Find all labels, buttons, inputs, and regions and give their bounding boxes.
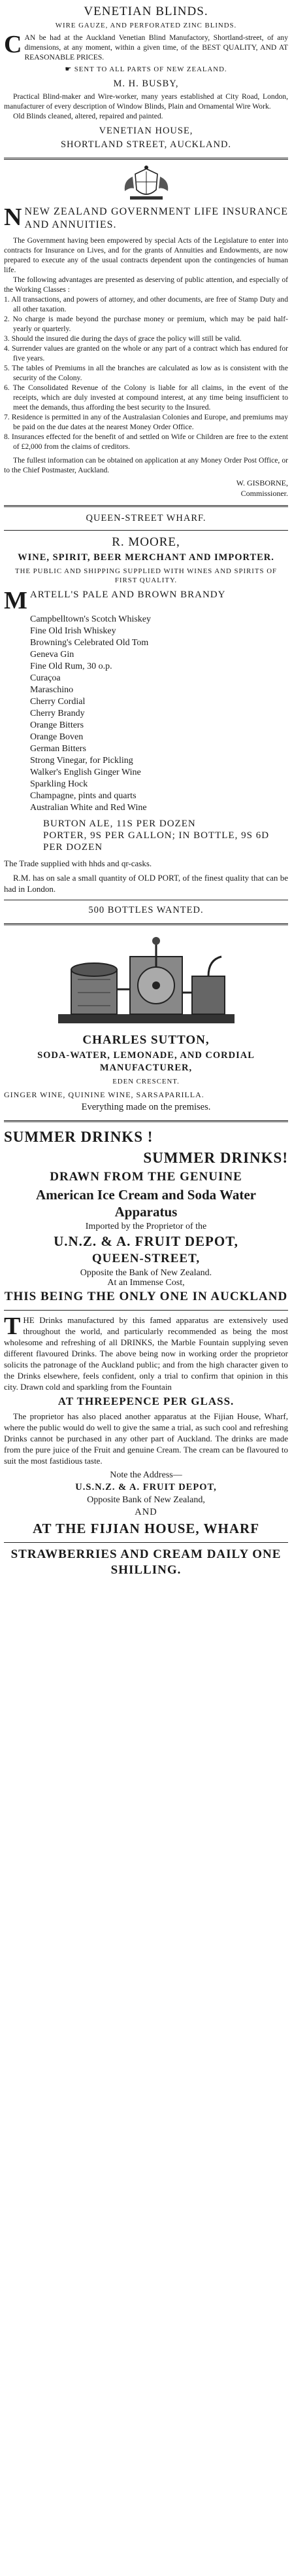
ad-subtitle: WIRE GAUZE, AND PERFORATED ZINC BLINDS. bbox=[55, 22, 237, 29]
list-item: Cherry Brandy bbox=[30, 709, 85, 718]
brandy-line: M ARTELL'S PALE AND BROWN BRANDY bbox=[4, 587, 226, 614]
summer-drinks-ad bbox=[4, 1127, 288, 1578]
drop-cap: M bbox=[4, 587, 27, 614]
list-item: Cherry Cordial bbox=[30, 697, 86, 707]
list-item: Sparkling Hock bbox=[30, 779, 88, 789]
newspaper-column bbox=[4, 0, 288, 1578]
queen-street: QUEEN-STREET, bbox=[91, 1252, 201, 1265]
divider bbox=[4, 1310, 288, 1311]
strawberries-line: STRAWBERRIES AND CREAM DAILY ONE SHILLING. bbox=[10, 1547, 282, 1577]
sent-line: ☛ SENT TO ALL PARTS OF NEW ZEALAND. bbox=[65, 65, 227, 73]
address-2: Opposite Bank of New Zealand, bbox=[87, 1495, 205, 1505]
list-item: Geneva Gin bbox=[30, 650, 74, 660]
signer-name: W. GISBORNE, bbox=[236, 478, 288, 487]
address-1: U.S.N.Z. & A. FRUIT DEPOT, bbox=[75, 1482, 217, 1492]
drop-cap: N bbox=[4, 203, 22, 231]
burton-ale-line: BURTON ALE, 11S PER DOZEN bbox=[43, 819, 196, 829]
list-item: 4. Surrender values are granted on the whole or any part of a contract which has endured for five years. bbox=[4, 344, 288, 362]
cost-line: At an Immense Cost, bbox=[107, 1278, 185, 1288]
ad-body bbox=[4, 33, 288, 62]
advantages-text: The following advantages are presented as deserving of public attention, and especially of the Working Classes : bbox=[4, 275, 288, 294]
headline-2: SUMMER DRINKS! bbox=[143, 1150, 288, 1166]
drinks-body: T HE Drinks manufactured by this famed apparatus are extensively used throughout the world, and particularly recommended as being the most wholesome and refreshing of all DRINKS, the Marble Fountain supplying seven different flavoured Drinks. The above being now in working order the proprietor solicits the patronage of the Auckland public; and from the high character given to the Drinks elsewhere, feels confident, only a trial to confirm that opinion in this city. Drawn cold and sparkling from the Fountain bbox=[4, 1313, 288, 1392]
note-address: Note the Address— bbox=[110, 1470, 182, 1480]
list-item: Campbelltown's Scotch Whiskey bbox=[30, 614, 152, 624]
ad-title: N NEW ZEALAND GOVERNMENT LIFE INSURANCE AND ANNUITIES. bbox=[4, 203, 288, 231]
proprietor-desc: Practical Blind-maker and Wire-worker, many years established at City Road, London, manufacturer of every description of Window Blinds, Plain and Ornamental Wire Work. bbox=[4, 92, 288, 111]
only-one-line: THIS BEING THE ONLY ONE IN AUCKLAND bbox=[4, 1290, 288, 1303]
list-item: 2. No charge is made beyond the purchase money or premium, which may be paid half-yearly or quarterly. bbox=[4, 315, 288, 333]
list-item: Curaçoa bbox=[30, 673, 61, 683]
list-item: 6. The Consolidated Revenue of the Colony is liable for all claims, in the event of the receipts, which are duly invested at compound interest, at any time being insufficient to meet the demands, thus affording the best security to the Insured. bbox=[4, 383, 288, 412]
signer-title: Commissioner. bbox=[240, 489, 288, 498]
drop-cap: C bbox=[4, 31, 22, 58]
divider bbox=[4, 505, 288, 507]
list-item: 1. All transactions, and powers of attorney, and other documents, are free of Stamp Duty and all other taxation. bbox=[4, 295, 288, 313]
list-item: Browning's Celebrated Old Tom bbox=[30, 638, 149, 648]
imported-line: Imported by the Proprietor of the bbox=[85, 1222, 207, 1231]
bottles-wanted: 500 BOTTLES WANTED. bbox=[88, 905, 204, 915]
merchant-title: WINE, SPIRIT, BEER MERCHANT AND IMPORTER. bbox=[18, 552, 274, 563]
maker-title: SODA-WATER, LEMONADE, AND CORDIAL MANUFACTURER, bbox=[37, 1050, 255, 1073]
address-and: AND bbox=[135, 1507, 157, 1517]
made-line: Everything made on the premises. bbox=[81, 1102, 211, 1112]
depot-name: U.N.Z. & A. FRUIT DEPOT, bbox=[54, 1233, 238, 1249]
list-item: 5. The tables of Premiums in all the branches are calculated as low as is consistent with the security of the Colony. bbox=[4, 364, 288, 382]
list-item: Walker's English Ginger Wine bbox=[30, 768, 141, 777]
port-line: R.M. has on sale a small quantity of OLD PORT, of the finest quality that can be had in London. bbox=[4, 873, 288, 894]
repair-note: Old Blinds cleaned, altered, repaired and painted. bbox=[13, 112, 163, 120]
pointing-hand-icon: ☛ bbox=[65, 65, 74, 73]
merchant-name: R. MOORE, bbox=[112, 535, 180, 549]
opposite-line: Opposite the Bank of New Zealand. bbox=[80, 1268, 212, 1278]
porter-line: PORTER, 9S PER GALLON; IN BOTTLE, 9S 6D PER DOZEN bbox=[43, 830, 270, 853]
divider bbox=[4, 1542, 288, 1543]
government-insurance-ad bbox=[4, 165, 288, 499]
divider bbox=[4, 923, 288, 925]
list-item: 8. Insurances effected for the benefit of and settled on Wife or Children are free to the extent of £2,000 from the claims of creditors. bbox=[4, 432, 288, 451]
place-heading: QUEEN-STREET WHARF. bbox=[86, 513, 206, 523]
list-item: 7. Residence is permitted in any of the Australasian Colonies and Europe, and premiums may be paid on the due dates at the nearest Money Order Office. bbox=[4, 413, 288, 431]
intro-text: The Government having been empowered by special Acts of the Legislature to enter into contracts for Insurance on Lives, and for the grants of Annuities and Endowments, are now prepared to execute any of the usual contracts dependent upon the contingencies of human life. bbox=[4, 236, 288, 274]
maker-place: EDEN CRESCENT. bbox=[112, 1078, 180, 1085]
ad-title: VENETIAN BLINDS. bbox=[84, 5, 208, 18]
drawn-line: DRAWN FROM THE GENUINE bbox=[50, 1170, 242, 1184]
list-item: German Bitters bbox=[30, 744, 86, 754]
products-line: GINGER WINE, QUININE WINE, SARSAPARILLA. bbox=[4, 1090, 204, 1099]
headline-1: SUMMER DRINKS ! bbox=[4, 1129, 154, 1145]
coat-of-arms-icon bbox=[117, 165, 176, 203]
list-item: Australian White and Red Wine bbox=[30, 803, 147, 813]
drop-cap: T bbox=[4, 1313, 21, 1340]
venetian-blinds-ad bbox=[4, 0, 288, 151]
list-item: Orange Bitters bbox=[30, 720, 84, 730]
trade-line: The Trade supplied with hhds and qr-casks. bbox=[4, 858, 152, 868]
fullest-info: The fullest information can be obtained on application at any Money Order Post Office, or to the Chief Postmaster, Auckland. bbox=[4, 456, 288, 474]
list-item: Fine Old Rum, 30 o.p. bbox=[30, 662, 112, 671]
moore-wine-ad bbox=[4, 512, 288, 917]
house-name: VENETIAN HOUSE, bbox=[99, 126, 193, 136]
merchant-sub: THE PUBLIC AND SHIPPING SUPPLIED WITH WINES AND SPIRITS OF FIRST QUALITY. bbox=[14, 567, 278, 584]
proprietor-name: M. H. BUSBY, bbox=[113, 79, 179, 89]
list-item: Strong Vinegar, for Pickling bbox=[30, 756, 133, 766]
fijian-house: AT THE FIJIAN HOUSE, WHARF bbox=[32, 1521, 260, 1536]
drinks-body-2: The proprietor has also placed another apparatus at the Fijian House, Wharf, where the public would do well to give the same a trial, as such cool and refreshing Drinks cannot be purchased in any other part of Auckland. The drinks are made from the pure juice of the Fruit and genuine Cream. The cream can be flavoured to suit the most fastidious taste. bbox=[4, 1411, 288, 1466]
divider bbox=[4, 530, 288, 531]
ad-body-text: AN be had at the Auckland Venetian Blind Manufactory, Shortland-street, of any dimensions, at any moment, within a given time, of the BEST QUALITY, AND AT REASONABLE PRICES. bbox=[24, 33, 288, 62]
divider bbox=[4, 158, 288, 160]
sutton-soda-ad bbox=[4, 930, 288, 1114]
advantages-list bbox=[4, 294, 288, 451]
wine-list bbox=[4, 614, 288, 814]
soda-machine-illustration bbox=[52, 930, 241, 1029]
american-apparatus: American Ice Cream and Soda Water Apparatus bbox=[36, 1187, 256, 1220]
house-street: SHORTLAND STREET, AUCKLAND. bbox=[60, 139, 232, 150]
list-item: Fine Old Irish Whiskey bbox=[30, 626, 116, 636]
list-item: Orange Boven bbox=[30, 732, 84, 742]
list-item: 3. Should the insured die during the days of grace the policy will still be valid. bbox=[4, 334, 242, 343]
list-item: Champagne, pints and quarts bbox=[30, 791, 137, 801]
divider bbox=[4, 1120, 288, 1122]
maker-name: CHARLES SUTTON, bbox=[82, 1033, 210, 1047]
list-item: Maraschino bbox=[30, 685, 74, 695]
price-line: AT THREEPENCE PER GLASS. bbox=[57, 1395, 235, 1407]
